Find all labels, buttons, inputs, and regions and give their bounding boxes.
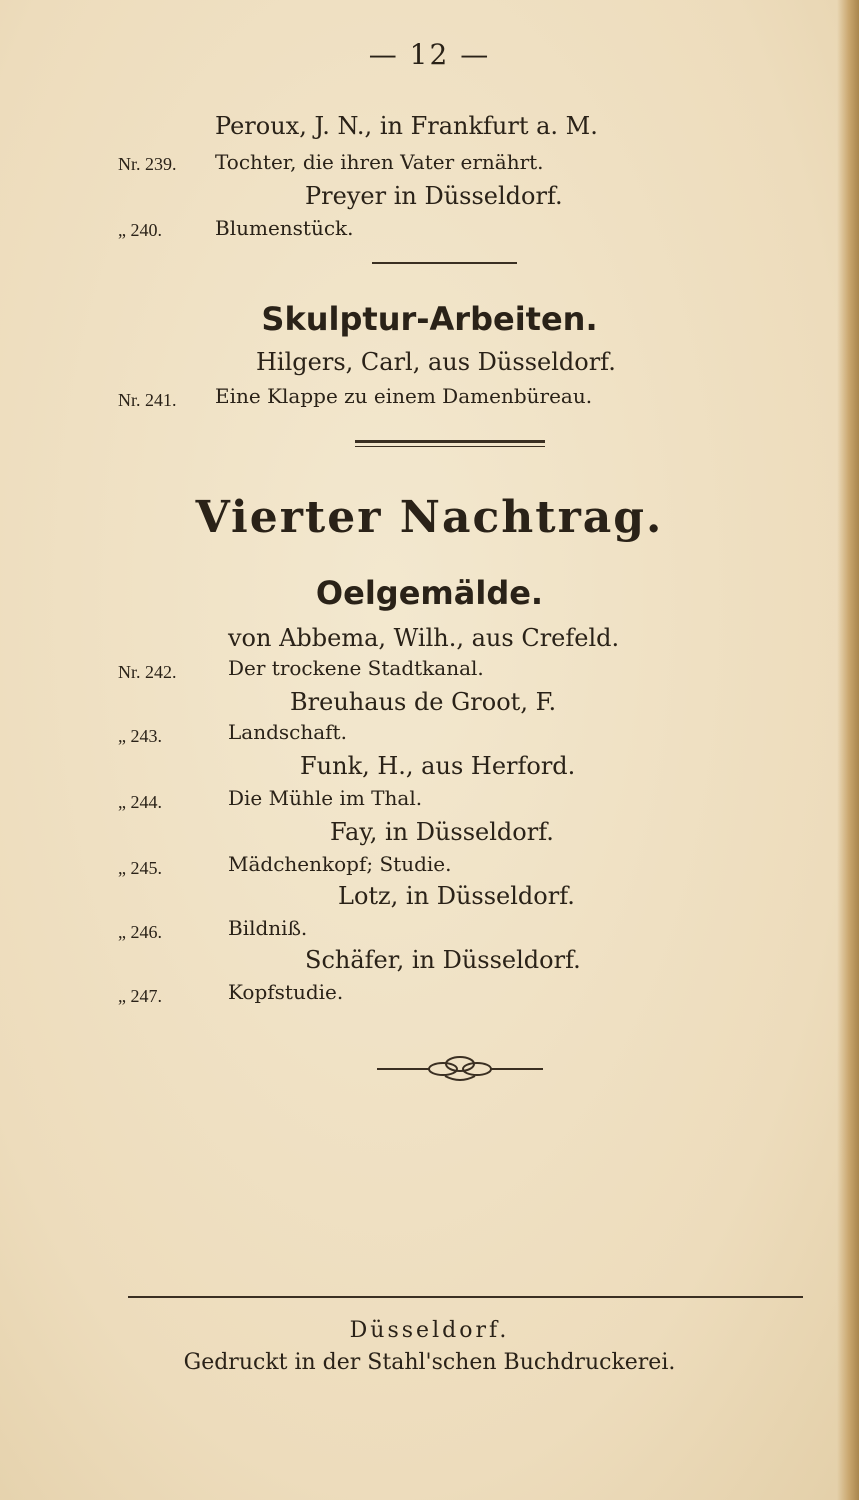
catalog-number: „ 245. bbox=[118, 858, 162, 878]
artwork-title: Blumenstück. bbox=[215, 216, 354, 240]
section-divider bbox=[355, 440, 545, 443]
catalog-number: Nr. 239. bbox=[118, 154, 177, 174]
footer-rule bbox=[128, 1296, 803, 1298]
artist-name: Fay, in Düsseldorf. bbox=[330, 818, 554, 846]
artwork-title: Der trockene Stadtkanal. bbox=[228, 656, 484, 680]
catalog-number: „ 240. bbox=[118, 220, 162, 240]
artwork-title: Tochter, die ihren Vater ernährt. bbox=[215, 150, 544, 174]
artist-name: Breuhaus de Groot, F. bbox=[290, 688, 557, 716]
imprint-printer: Gedruckt in der Stahl'schen Buchdruckerei. bbox=[183, 1350, 676, 1375]
artist-name: Hilgers, Carl, aus Düsseldorf. bbox=[256, 348, 616, 376]
artist-name: Preyer in Düsseldorf. bbox=[305, 182, 563, 210]
artwork-title: Bildniß. bbox=[228, 916, 308, 940]
main-heading: Vierter Nachtrag. bbox=[195, 492, 664, 543]
catalog-number: „ 243. bbox=[118, 726, 162, 746]
artist-name: Funk, H., aus Herford. bbox=[300, 752, 576, 780]
section-divider bbox=[355, 446, 545, 447]
artist-name: von Abbema, Wilh., aus Crefeld. bbox=[228, 624, 620, 652]
artwork-title: Landschaft. bbox=[228, 720, 347, 744]
artist-name: Peroux, J. N., in Frankfurt a. M. bbox=[215, 112, 598, 140]
page-edge bbox=[837, 0, 859, 1500]
catalog-number: Nr. 241. bbox=[118, 390, 177, 410]
ornament-divider bbox=[375, 1052, 545, 1086]
artwork-title: Eine Klappe zu einem Damenbüreau. bbox=[215, 384, 593, 408]
artwork-title: Kopfstudie. bbox=[228, 980, 344, 1004]
artwork-title: Mädchenkopf; Studie. bbox=[228, 852, 452, 876]
artist-name: Schäfer, in Düsseldorf. bbox=[305, 946, 581, 974]
catalog-number: „ 244. bbox=[118, 792, 162, 812]
catalog-number: „ 246. bbox=[118, 922, 162, 942]
artist-name: Lotz, in Düsseldorf. bbox=[338, 882, 575, 910]
page-number: — 12 — bbox=[368, 38, 491, 71]
section-divider bbox=[372, 262, 517, 264]
catalog-number: Nr. 242. bbox=[118, 662, 177, 682]
section-heading-sculpture: Skulptur-Arbeiten. bbox=[261, 300, 598, 338]
artwork-title: Die Mühle im Thal. bbox=[228, 786, 423, 810]
section-heading-oil: Oelgemälde. bbox=[315, 574, 544, 612]
catalog-number: „ 247. bbox=[118, 986, 162, 1006]
imprint-place: Düsseldorf. bbox=[349, 1318, 510, 1343]
